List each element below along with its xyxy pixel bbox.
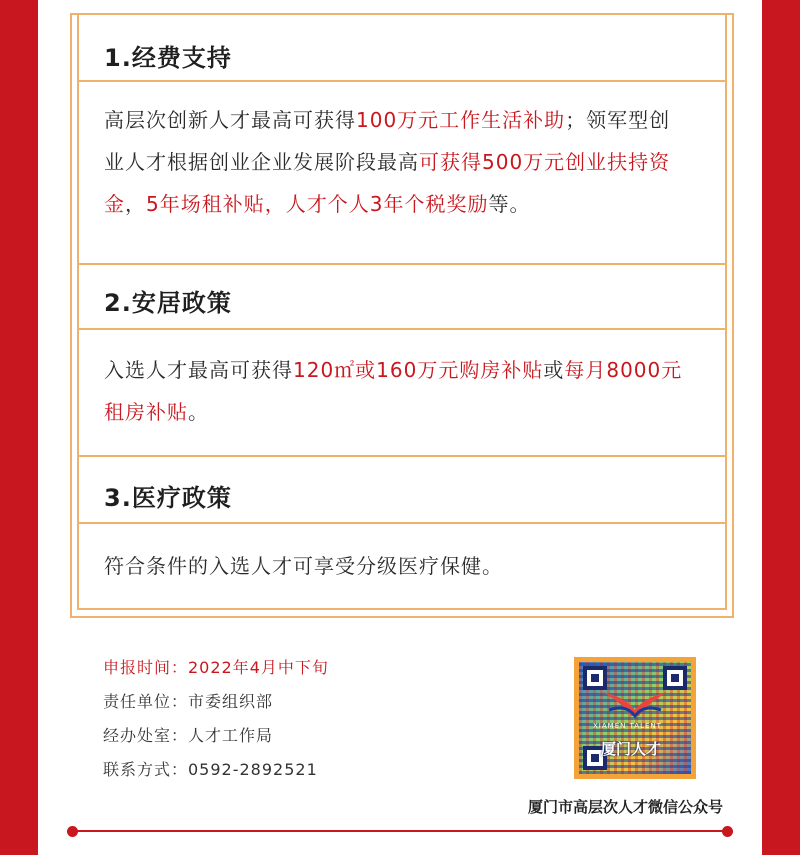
body-line xyxy=(104,545,719,587)
body-text: ， xyxy=(125,192,146,216)
application-deadline: 申报时间：2022年4月中下旬 xyxy=(103,658,329,677)
body-line xyxy=(104,183,719,225)
section-body-medical xyxy=(104,545,719,587)
qr-code[interactable] xyxy=(574,657,696,779)
body-text: 。 xyxy=(188,400,209,424)
divider xyxy=(77,328,727,330)
divider xyxy=(77,522,727,524)
section-title-housing: 2.安居政策 xyxy=(104,289,232,317)
highlight-text: 租房补贴 xyxy=(104,400,188,424)
qr-code-pattern xyxy=(579,662,691,774)
highlight-text: 5年场租补贴，人才个人3年个税奖励 xyxy=(146,192,489,216)
body-text: 入选人才最高可获得 xyxy=(104,358,293,382)
section-title-medical: 3.医疗政策 xyxy=(104,484,232,512)
body-line xyxy=(104,99,719,141)
contact-phone: 联系方式：0592-2892521 xyxy=(103,760,318,779)
qr-logo-text: XIAMEN TALENT xyxy=(593,722,662,730)
highlight-text: 每月8000元 xyxy=(564,358,683,382)
qr-finder-icon xyxy=(583,666,607,690)
body-text: 业人才根据创业企业发展阶段最高 xyxy=(104,150,419,174)
xiamen-talent-logo-icon xyxy=(599,688,671,720)
responsible-unit: 责任单位：市委组织部 xyxy=(103,692,274,711)
highlight-text: 100万元工作生活补助 xyxy=(356,108,566,132)
qr-caption: 厦门市高层次人才微信公众号 xyxy=(528,798,724,816)
body-line xyxy=(104,349,719,391)
bottom-divider xyxy=(73,830,729,832)
qr-finder-icon xyxy=(663,666,687,690)
highlight-text: 120㎡或160万元购房补贴 xyxy=(293,358,544,382)
highlight-text: 可获得500万元创业扶持资 xyxy=(419,150,671,174)
handling-office: 经办处室：人才工作局 xyxy=(103,726,274,745)
section-title-funding: 1.经费支持 xyxy=(104,44,232,72)
section-body-funding xyxy=(104,99,719,225)
body-line xyxy=(104,141,719,183)
highlight-text: 金 xyxy=(104,192,125,216)
divider-dot-icon xyxy=(67,826,78,837)
body-text: 高层次创新人才最高可获得 xyxy=(104,108,356,132)
divider xyxy=(77,263,727,265)
body-text: ；领军型创 xyxy=(565,108,671,132)
body-text: 或 xyxy=(543,358,565,382)
divider-dot-icon xyxy=(722,826,733,837)
qr-brand-text: 厦门人才 xyxy=(601,740,662,758)
section-body-housing xyxy=(104,349,719,433)
divider xyxy=(77,80,727,82)
body-line xyxy=(104,391,719,433)
body-text: 符合条件的入选人才可享受分级医疗保健。 xyxy=(104,554,503,578)
body-text: 等。 xyxy=(488,192,531,216)
divider xyxy=(77,455,727,457)
